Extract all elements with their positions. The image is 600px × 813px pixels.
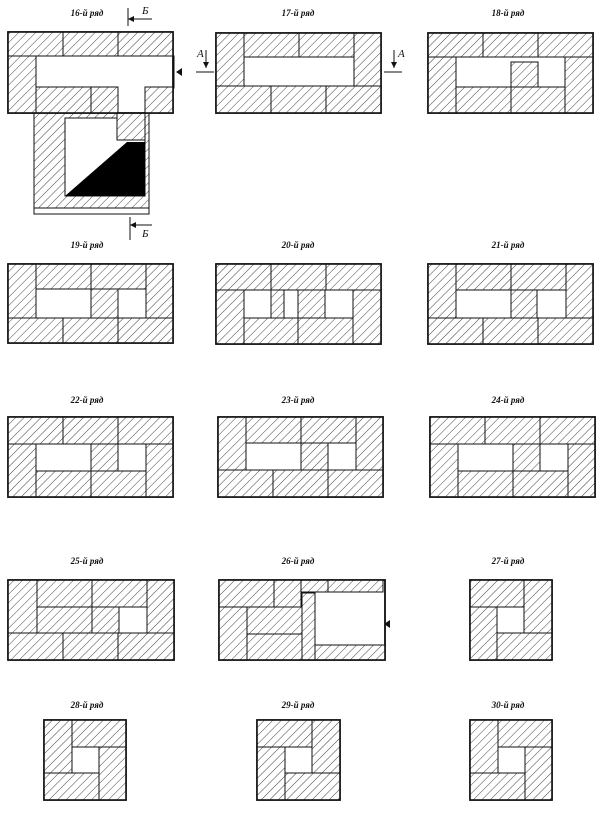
brick <box>428 318 483 344</box>
brick <box>91 471 146 497</box>
brick <box>216 264 271 290</box>
brick <box>456 87 511 113</box>
brick <box>483 318 538 344</box>
brick <box>44 720 72 773</box>
brick <box>301 417 356 443</box>
brick <box>354 33 381 86</box>
row-20-label: 20-й ряд <box>281 240 315 250</box>
brick <box>244 33 299 57</box>
row-26-brick-plan <box>219 580 385 660</box>
brick <box>353 290 381 344</box>
brick <box>428 57 456 113</box>
row-30-label: 30-й ряд <box>491 700 525 710</box>
brick <box>91 289 118 318</box>
brick <box>428 33 483 57</box>
section-b-top-label: Б <box>142 5 149 17</box>
brick <box>271 86 326 113</box>
brick <box>428 264 456 318</box>
row-22-label: 22-й ряд <box>70 395 104 405</box>
row-23-label: 23-й ряд <box>281 395 315 405</box>
brick <box>257 720 312 747</box>
brick <box>147 580 174 633</box>
brick <box>118 32 173 56</box>
brick <box>285 773 340 800</box>
row-28-brick-plan <box>44 720 126 800</box>
brick <box>458 471 513 497</box>
brick <box>244 318 298 344</box>
row-28-label: 28-й ряд <box>70 700 104 710</box>
section-a-left-arrowhead <box>203 62 209 68</box>
brick <box>36 264 91 289</box>
brick <box>328 470 383 497</box>
brick <box>118 417 173 444</box>
brick <box>301 443 328 470</box>
brick <box>538 33 593 57</box>
brick <box>497 633 552 660</box>
brick <box>216 33 244 86</box>
row-23-brick-plan <box>218 417 383 497</box>
brick <box>218 470 273 497</box>
brick <box>470 773 525 800</box>
row-22-brick-plan <box>8 417 173 497</box>
brick <box>8 417 63 444</box>
brick <box>356 417 383 470</box>
brick <box>246 417 301 443</box>
brick <box>326 264 381 290</box>
brick <box>36 471 91 497</box>
brick <box>37 607 92 633</box>
brick <box>298 290 325 318</box>
section-a-right-arrowhead <box>391 62 397 68</box>
brick <box>8 580 37 633</box>
row-17-brick-plan <box>216 33 381 113</box>
brick <box>524 580 552 633</box>
brick <box>37 580 92 607</box>
brick <box>8 633 63 660</box>
row-18-label: 18-й ряд <box>491 8 525 18</box>
brick <box>315 645 385 660</box>
brick <box>538 318 593 344</box>
section-b-top-arrowhead <box>128 16 134 22</box>
row-21-label: 21-й ряд <box>491 240 525 250</box>
brick <box>513 444 540 471</box>
brick <box>274 580 301 607</box>
brick <box>302 593 315 660</box>
section-a-right-label: А <box>398 48 405 60</box>
brick <box>216 290 244 344</box>
row-27-label: 27-й ряд <box>491 556 525 566</box>
brick <box>146 264 173 318</box>
brick <box>118 633 174 660</box>
brick <box>568 444 595 497</box>
brick <box>299 33 354 57</box>
brick <box>456 264 511 290</box>
brick <box>565 57 593 113</box>
row-19-brick-plan <box>8 264 173 343</box>
brick <box>99 747 126 800</box>
row-25-label: 25-й ряд <box>70 556 104 566</box>
brick <box>8 32 63 56</box>
row-29-brick-plan <box>257 720 340 800</box>
brick <box>8 318 63 343</box>
brick <box>63 318 118 343</box>
brick <box>470 720 498 773</box>
row-26-label: 26-й ряд <box>281 556 315 566</box>
brick <box>483 33 538 57</box>
brick <box>91 264 146 289</box>
row-21-brick-plan <box>428 264 593 344</box>
row-24-brick-plan <box>430 417 595 497</box>
brick <box>36 87 91 113</box>
brick <box>498 720 552 747</box>
row-24-label: 24-й ряд <box>491 395 525 405</box>
brick <box>430 444 458 497</box>
brick <box>118 318 173 343</box>
row-29-label: 29-й ряд <box>281 700 315 710</box>
brick <box>91 87 118 113</box>
brick <box>540 417 595 444</box>
brick <box>247 607 302 634</box>
brick <box>63 32 118 56</box>
brick <box>566 264 593 318</box>
brick <box>511 290 537 318</box>
brick <box>511 87 565 113</box>
row-16-label: 16-й ряд <box>70 8 104 18</box>
brick <box>430 417 485 444</box>
row-30-brick-plan <box>470 720 552 800</box>
row-19-label: 19-й ряд <box>70 240 104 250</box>
brick <box>92 580 147 607</box>
brick <box>326 86 381 113</box>
row-17-label: 17-й ряд <box>281 8 315 18</box>
row-20-brick-plan <box>216 264 381 344</box>
brick <box>8 264 36 318</box>
row-18-brick-plan <box>428 33 593 113</box>
brick <box>470 580 524 607</box>
brick <box>511 62 538 87</box>
section-a-left-label: А <box>197 48 204 60</box>
brick <box>511 264 566 290</box>
brick <box>92 607 119 633</box>
brick <box>271 264 326 290</box>
section-b-bottom-arrowhead <box>130 222 136 228</box>
brick <box>247 634 302 660</box>
brick <box>218 417 246 470</box>
brick <box>328 580 383 592</box>
brick <box>219 580 274 607</box>
brick <box>271 290 284 318</box>
brick <box>219 607 247 660</box>
row-27-brick-plan <box>470 580 552 660</box>
brick <box>298 318 353 344</box>
brick <box>72 720 126 747</box>
brick <box>257 747 285 800</box>
brick <box>63 633 118 660</box>
brick <box>470 607 497 660</box>
section-b-bottom-label: Б <box>142 228 149 240</box>
brick <box>273 470 328 497</box>
brick <box>525 747 552 800</box>
brick <box>145 87 173 113</box>
brick <box>8 444 36 497</box>
brick <box>301 580 328 592</box>
brick <box>44 773 99 800</box>
brick <box>146 444 173 497</box>
row-25-brick-plan <box>8 580 174 660</box>
brick <box>485 417 540 444</box>
brick <box>312 720 340 773</box>
brick <box>63 417 118 444</box>
brick <box>8 56 36 113</box>
brick <box>91 444 118 471</box>
row-16-brick-plan <box>8 32 173 113</box>
brick <box>216 86 271 113</box>
brick <box>513 471 568 497</box>
